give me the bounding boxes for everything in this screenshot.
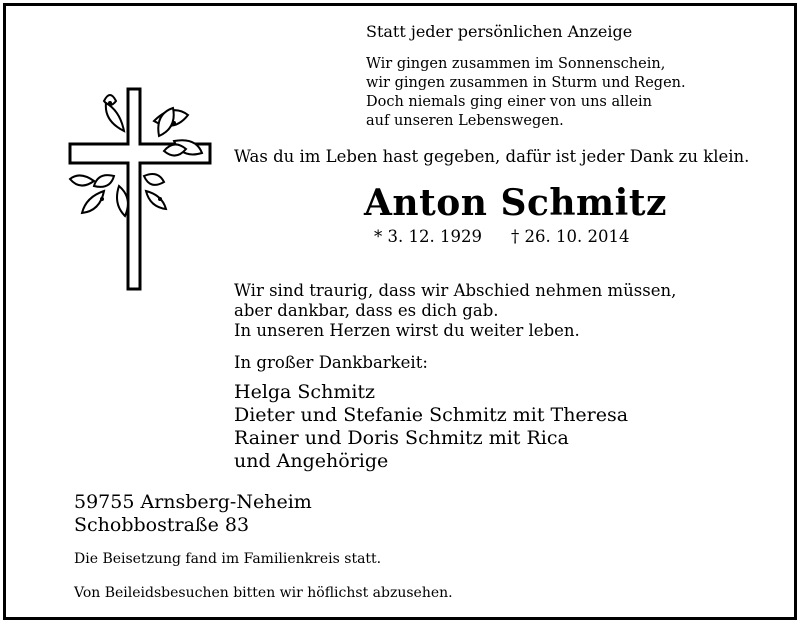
mourner-entry: Dieter und Stefanie Schmitz mit Theresa xyxy=(234,404,629,426)
mourners-list xyxy=(234,381,628,473)
farewell-line: In unseren Herzen wirst du weiter leben. xyxy=(234,321,580,340)
deceased-name: Anton Schmitz xyxy=(364,182,667,224)
mourner-entry: Rainer und Doris Schmitz mit Rica xyxy=(234,427,569,449)
mourner-entry: Helga Schmitz xyxy=(234,381,376,403)
thanks-intro: In großer Dankbarkeit: xyxy=(234,353,428,372)
obituary-notice xyxy=(3,3,797,620)
poem-line: auf unseren Lebenswegen. xyxy=(366,113,564,129)
death-date: † 26. 10. 2014 xyxy=(511,227,630,246)
poem-line: Wir gingen zusammen im Sonnenschein, xyxy=(366,56,666,72)
notice-heading: Statt jeder persönlichen Anzeige xyxy=(366,22,633,41)
farewell-line: aber dankbar, dass es dich gab. xyxy=(234,301,499,320)
cross-with-lilies-icon xyxy=(64,81,214,296)
visits-note: Von Beileidsbesuchen bitten wir höflichst abzusehen. xyxy=(74,585,453,601)
address-line: 59755 Arnsberg-Neheim xyxy=(74,491,312,513)
poem-line: Doch niemals ging einer von uns allein xyxy=(366,94,652,110)
mourner-entry: und Angehörige xyxy=(234,450,389,472)
poem-line: wir gingen zusammen in Sturm und Regen. xyxy=(366,75,686,91)
farewell-line: Wir sind traurig, dass wir Abschied nehmen müssen, xyxy=(234,281,677,300)
address xyxy=(74,491,312,537)
gratitude-line: Was du im Leben hast gegeben, dafür ist jeder Dank zu klein. xyxy=(234,147,750,166)
poem xyxy=(366,55,686,131)
farewell-text xyxy=(234,281,676,341)
birth-date: * 3. 12. 1929 xyxy=(374,227,482,246)
funeral-note: Die Beisetzung fand im Familienkreis statt. xyxy=(74,551,382,567)
address-line: Schobbostraße 83 xyxy=(74,514,250,536)
